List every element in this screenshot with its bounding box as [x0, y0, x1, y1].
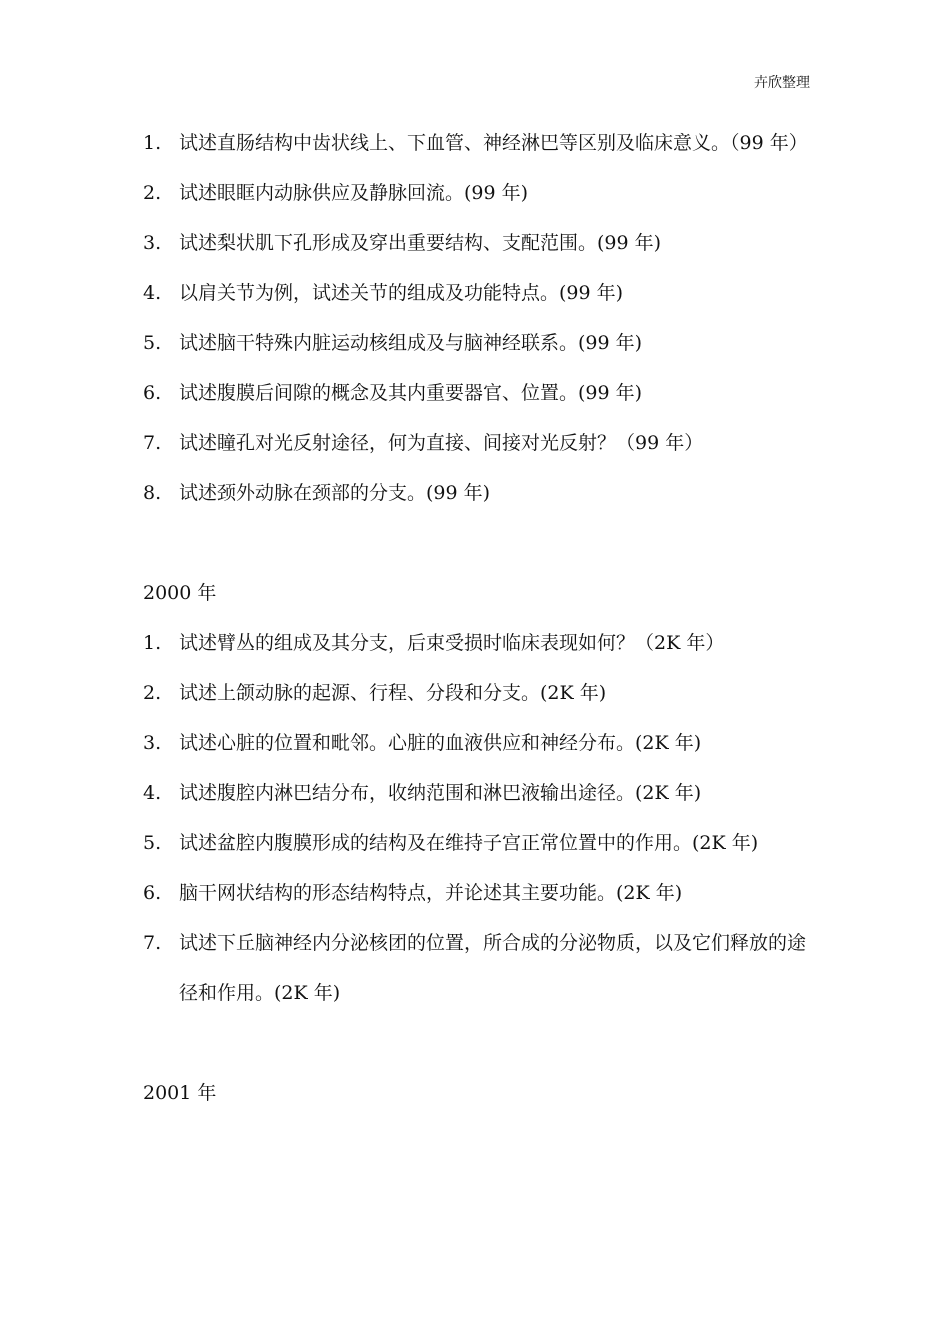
list-item — [143, 768, 823, 818]
item-number: 1. — [143, 632, 162, 654]
item-text: 试述脑干特殊内脏运动核组成及与脑神经联系。(99 年) — [179, 332, 643, 354]
item-number: 8. — [143, 482, 162, 504]
item-text: 脑干网状结构的形态结构特点，并论述其主要功能。(2K 年) — [179, 882, 683, 904]
item-number: 2. — [143, 182, 162, 204]
item-text: 试述梨状肌下孔形成及穿出重要结构、支配范围。(99 年) — [179, 232, 662, 254]
item-number: 3. — [143, 732, 162, 754]
item-number: 5. — [143, 332, 162, 354]
item-number: 7. — [143, 432, 162, 454]
item-number: 4. — [143, 282, 162, 304]
list-item — [143, 418, 823, 468]
item-number: 2. — [143, 682, 162, 704]
item-number: 7. — [143, 932, 162, 954]
item-text: 试述瞳孔对光反射途径，何为直接、间接对光反射？（99 年） — [179, 432, 704, 454]
item-text: 试述心脏的位置和毗邻。心脏的血液供应和神经分布。(2K 年) — [179, 732, 702, 754]
item-text: 试述眼眶内动脉供应及静脉回流。(99 年) — [179, 182, 529, 204]
section-1999 — [143, 118, 823, 518]
item-text: 试述腹腔内淋巴结分布，收纳范围和淋巴液输出途径。(2K 年) — [179, 782, 702, 804]
list-item — [143, 468, 823, 518]
list-item — [143, 718, 823, 768]
item-text: 试述下丘脑神经内分泌核团的位置，所合成的分泌物质，以及它们释放的途径和作用。(2K 年) — [179, 932, 807, 1004]
list-item — [143, 168, 823, 218]
list-item — [143, 618, 823, 668]
section-year-heading: 2001 年 — [143, 1082, 217, 1104]
list-item — [143, 218, 823, 268]
item-number: 1. — [143, 132, 162, 154]
section-spacer — [143, 1018, 823, 1068]
item-number: 6. — [143, 382, 162, 404]
item-text: 试述颈外动脉在颈部的分支。(99 年) — [179, 482, 491, 504]
item-text: 试述臂丛的组成及其分支，后束受损时临床表现如何？（2K 年） — [179, 632, 725, 654]
section-year-heading: 2000 年 — [143, 582, 217, 604]
section-2000 — [143, 618, 823, 1018]
list-item — [143, 868, 823, 918]
list-item — [143, 268, 823, 318]
list-item — [143, 368, 823, 418]
section-spacer — [143, 518, 823, 568]
item-text: 试述盆腔内腹膜形成的结构及在维持子宫正常位置中的作用。(2K 年) — [179, 832, 759, 854]
list-item — [143, 918, 823, 1018]
item-number: 5. — [143, 832, 162, 854]
item-text: 试述直肠结构中齿状线上、下血管、神经淋巴等区别及临床意义。（99 年） — [179, 132, 808, 154]
item-text: 试述腹膜后间隙的概念及其内重要器官、位置。(99 年) — [179, 382, 643, 404]
item-number: 4. — [143, 782, 162, 804]
item-text: 以肩关节为例，试述关节的组成及功能特点。(99 年) — [179, 282, 624, 304]
list-item — [143, 318, 823, 368]
item-text: 试述上颌动脉的起源、行程、分段和分支。(2K 年) — [179, 682, 607, 704]
header-author: 卉欣整理 — [754, 75, 810, 91]
item-number: 6. — [143, 882, 162, 904]
document-body — [143, 118, 823, 1118]
list-item — [143, 668, 823, 718]
item-number: 3. — [143, 232, 162, 254]
list-item — [143, 118, 823, 168]
list-item — [143, 818, 823, 868]
